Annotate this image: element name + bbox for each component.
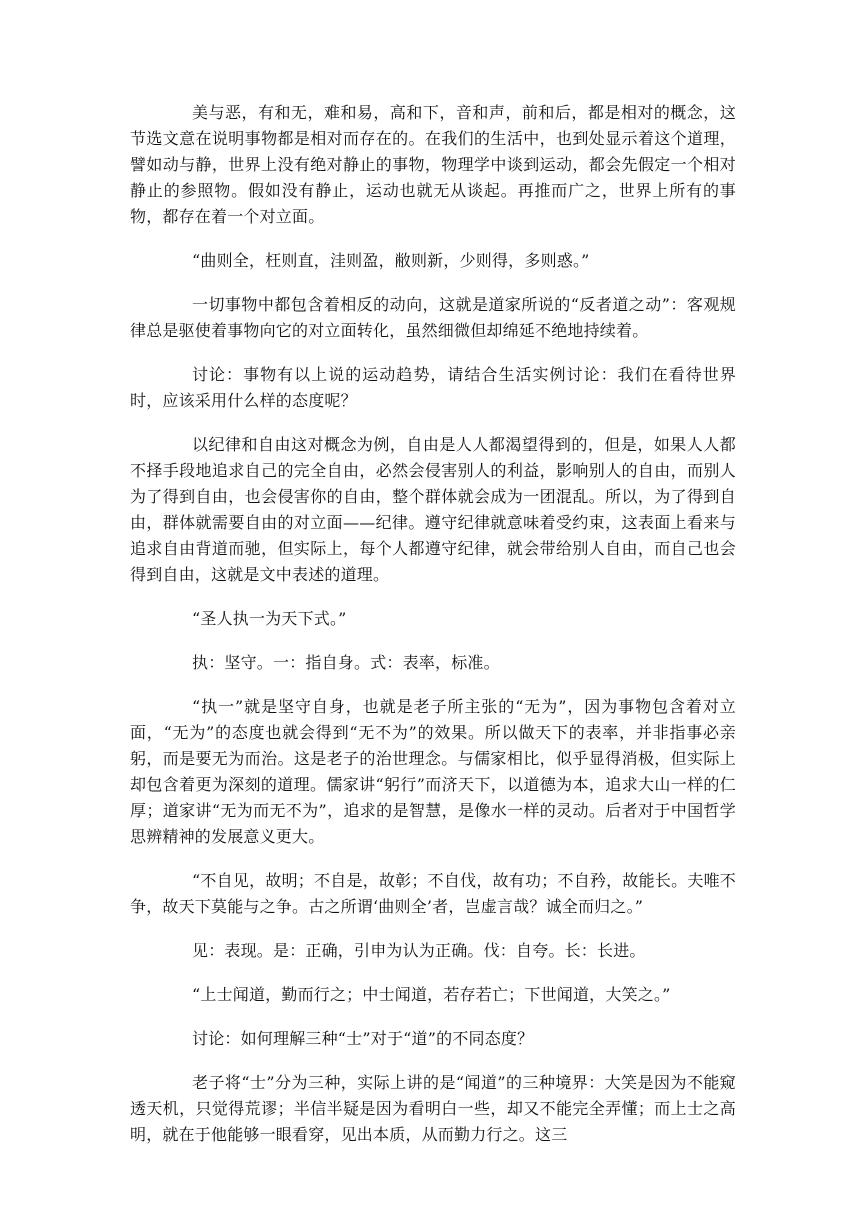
paragraph-reversal: 一切事物中都包含着相反的动向，这就是道家所说的“反者道之动”：客观规律总是驱使着事物向它的对立面转化，虽然细微但却绵延不绝地持续着。 <box>130 295 736 340</box>
paragraph-relativity: 美与恶，有和无，难和易，高和下，音和声，前和后，都是相对的概念，这节选文意在说明事物都是相对而存在的。在我们的生活中，也到处显示着这个道理，譬如动与静，世界上没有绝对静止的事物，物理学中谈到运动，都会先假定一个相对静止的参照物。假如没有静止，运动也就无从谈起。再推而广之，世界上所有的事物，都存在着一个对立面。 <box>130 103 736 226</box>
quote-bu-zi-jian: “不自见，故明；不自是，故彰；不自伐，故有功；不自矜，故能长。夫唯不争，故天下莫能与之争。古之所谓‘曲则全’者，岂虚言哉？诚全而归之。” <box>130 871 736 916</box>
paragraph-three-realms: 老子将“士”分为三种，实际上讲的是“闻道”的三种境界：大笑是因为不能窥透天机，只觉得荒谬；半信半疑是因为看明白一些，却又不能完全弄懂；而上士之高明，就在于他能够一眼看穿，见出本质，从而勤力行之。这三 <box>130 1073 736 1144</box>
glossary-jian-shi-fa-zhang: 见：表现。是：正确，引申为认为正确。伐：自夸。长：长进。 <box>192 941 646 960</box>
discussion-question-1: 讨论：事物有以上说的运动趋势，请结合生活实例讨论：我们在看待世界时，应该采用什么样的态度呢？ <box>130 365 736 410</box>
document-page <box>130 100 736 1166</box>
glossary-zhi-yi-shi: 执：坚守。一：指自身。式：表率，标准。 <box>192 653 500 672</box>
quote-qu-ze-quan: “曲则全，枉则直，洼则盈，敝则新，少则得，多则惑。” <box>192 251 590 270</box>
quote-sheng-ren-zhi-yi: “圣人执一为天下式。” <box>192 609 347 628</box>
quote-shang-shi-wen-dao: “上士闻道，勤而行之；中士闻道，若存若亡；下世闻道，大笑之。” <box>192 985 671 1004</box>
paragraph-wu-wei: “执一”就是坚守自身，也就是老子所主张的“无为”，因为事物包含着对立面，“无为”的态度也就会得到“无不为”的效果。所以做天下的表率，并非指事必亲躬，而是要无为而治。这是老子的治世理念。与儒家相比，似乎显得消极，但实际上却包含着更为深刻的道理。儒家讲“躬行”而济天下，以道德为本，追求大山一样的仁厚；道家讲“无为而无不为”，追求的是智慧，是像水一样的灵动。后者对于中国哲学思辨精神的发展意义更大。 <box>130 697 736 846</box>
paragraph-discipline-freedom: 以纪律和自由这对概念为例，自由是人人都渴望得到的，但是，如果人人都不择手段地追求自己的完全自由，必然会侵害别人的利益，影响别人的自由，而别人为了得到自由，也会侵害你的自由，整个群体就会成为一团混乱。所以，为了得到自由，群体就需要自由的对立面——纪律。遵守纪律就意味着受约束，这表面上看来与追求自由背道而驰，但实际上，每个人都遵守纪律，就会带给别人自由，而自己也会得到自由，这就是文中表述的道理。 <box>130 435 736 584</box>
discussion-question-2: 讨论：如何理解三种“士”对于“道”的不同态度？ <box>192 1029 534 1048</box>
